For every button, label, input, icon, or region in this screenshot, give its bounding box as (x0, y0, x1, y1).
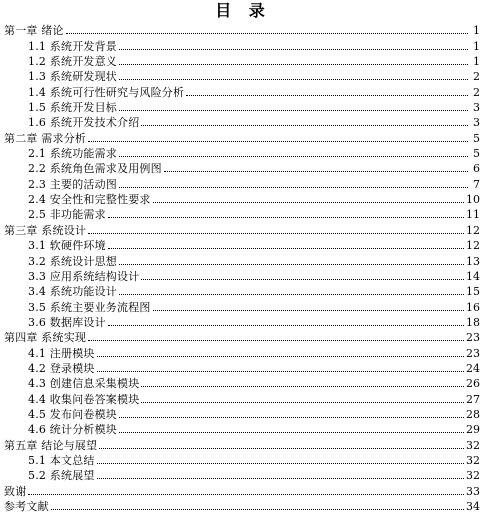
toc-page-number: 23 (466, 331, 480, 345)
toc-entry-title: 4.4 收集问卷答案模块 (28, 392, 140, 406)
toc-dot-leader (119, 48, 468, 50)
toc-dot-leader (28, 493, 464, 495)
toc-dot-leader (119, 155, 468, 157)
toc-section-entry[interactable] (0, 345, 480, 360)
toc-section-entry[interactable] (0, 468, 480, 483)
toc-page-number: 23 (466, 346, 480, 360)
toc-entry-title: 3.3 应用系统结构设计 (28, 269, 140, 283)
toc-section-entry[interactable] (0, 422, 480, 437)
toc-section-entry[interactable] (0, 207, 480, 222)
toc-entry-title: 3.5 系统主要业务流程图 (28, 300, 151, 314)
toc-page-number: 6 (473, 162, 480, 176)
toc-dot-leader (97, 355, 464, 357)
toc-page-number: 18 (466, 315, 480, 329)
toc-entry-title: 3.1 软硬件环境 (28, 239, 106, 253)
toc-dot-leader (141, 124, 468, 126)
toc-dot-leader (119, 293, 464, 295)
toc-dot-leader (119, 109, 468, 111)
toc-page-number: 24 (466, 361, 480, 375)
toc-dot-leader (97, 477, 464, 479)
toc-section-entry[interactable] (0, 376, 480, 391)
toc-page-number: 1 (473, 55, 480, 69)
toc-page-number: 1 (473, 24, 480, 38)
toc-section-entry[interactable] (0, 54, 480, 69)
toc-page-number: 27 (466, 392, 480, 406)
toc-dot-leader (141, 385, 464, 387)
toc-page-number: 2 (473, 85, 480, 99)
toc-entry-title: 1.2 系统开发意义 (28, 55, 117, 69)
toc-page-number: 3 (473, 116, 480, 130)
toc-entry-title: 4.6 统计分析模块 (28, 423, 117, 437)
toc-dot-leader (119, 431, 464, 433)
toc-page-number: 32 (466, 453, 480, 467)
toc-dot-leader (88, 140, 468, 142)
toc-entry-title: 4.1 注册模块 (28, 346, 95, 360)
toc-page-number: 5 (473, 147, 480, 161)
toc-dot-leader (186, 94, 468, 96)
toc-entry-title: 参考文献 (4, 500, 49, 513)
toc-dot-leader (153, 201, 464, 203)
toc-entry-title: 第一章 绪论 (4, 24, 64, 38)
toc-entry-title: 3.4 系统功能设计 (28, 285, 117, 299)
toc-dot-leader (119, 416, 464, 418)
toc-dot-leader (51, 508, 464, 510)
toc-section-entry[interactable] (0, 176, 480, 191)
toc-entry-title: 第四章 系统实现 (4, 331, 87, 345)
toc-entry-title: 1.3 系统研发现状 (28, 70, 117, 84)
toc-page-number: 14 (466, 269, 480, 283)
toc-chapter-entry[interactable] (0, 330, 480, 345)
toc-dot-leader (108, 216, 464, 218)
toc-chapter-entry[interactable] (0, 483, 480, 498)
toc-dot-leader (88, 232, 464, 234)
toc-page-number: 26 (466, 377, 480, 391)
toc-section-entry[interactable] (0, 299, 480, 314)
toc-entry-title: 第三章 系统设计 (4, 223, 87, 237)
toc-section-entry[interactable] (0, 146, 480, 161)
toc-section-entry[interactable] (0, 253, 480, 268)
toc-page-number: 13 (466, 254, 480, 268)
toc-section-entry[interactable] (0, 238, 480, 253)
toc-entry-title: 1.4 系统可行性研究与风险分析 (28, 85, 185, 99)
toc-entry-title: 1.5 系统开发目标 (28, 101, 117, 115)
toc-page-number: 28 (466, 407, 480, 421)
toc-page-number: 2 (473, 70, 480, 84)
toc-chapter-entry[interactable] (0, 130, 480, 145)
toc-page-number: 7 (473, 177, 480, 191)
toc-dot-leader (141, 278, 464, 280)
toc-page-number: 1 (473, 39, 480, 53)
toc-dot-leader (164, 170, 468, 172)
toc-page-number: 12 (466, 239, 480, 253)
toc-dot-leader (119, 263, 464, 265)
toc-dot-leader (97, 462, 464, 464)
toc-entry-title: 4.2 登录模块 (28, 361, 95, 375)
toc-entry-title: 3.2 系统设计思想 (28, 254, 117, 268)
toc-section-entry[interactable] (0, 115, 480, 130)
table-of-contents (0, 23, 480, 514)
toc-entry-title: 第二章 需求分析 (4, 131, 87, 145)
toc-dot-leader (99, 447, 464, 449)
toc-page-number: 34 (466, 500, 480, 513)
toc-dot-leader (119, 63, 468, 65)
toc-page-number: 5 (473, 131, 480, 145)
toc-entry-title: 1.1 系统开发背景 (28, 39, 117, 53)
toc-entry-title: 1.6 系统开发技术介绍 (28, 116, 140, 130)
toc-chapter-entry[interactable] (0, 222, 480, 237)
toc-page-number: 16 (466, 300, 480, 314)
toc-dot-leader (119, 186, 468, 188)
toc-page-number: 33 (466, 484, 480, 498)
toc-section-entry[interactable] (0, 361, 480, 376)
toc-page-number: 15 (466, 285, 480, 299)
toc-dot-leader (119, 78, 468, 80)
toc-section-entry[interactable] (0, 192, 480, 207)
toc-section-entry[interactable] (0, 84, 480, 99)
toc-section-entry[interactable] (0, 269, 480, 284)
toc-entry-title: 2.3 主要的活动图 (28, 177, 117, 191)
toc-dot-leader (88, 339, 464, 341)
toc-section-entry[interactable] (0, 100, 480, 115)
toc-page-number: 12 (466, 223, 480, 237)
toc-entry-title: 4.3 创建信息采集模块 (28, 377, 140, 391)
toc-entry-title: 第五章 结论与展望 (4, 438, 98, 452)
toc-page-number: 32 (466, 438, 480, 452)
toc-entry-title: 5.1 本文总结 (28, 453, 95, 467)
toc-section-entry[interactable] (0, 69, 480, 84)
toc-entry-title: 4.5 发布问卷模块 (28, 407, 117, 421)
toc-chapter-entry[interactable] (0, 437, 480, 452)
toc-entry-title: 2.1 系统功能需求 (28, 147, 117, 161)
toc-section-entry[interactable] (0, 391, 480, 406)
toc-dot-leader (66, 32, 468, 34)
toc-entry-title: 2.5 非功能需求 (28, 208, 106, 222)
toc-page-number: 3 (473, 101, 480, 115)
toc-dot-leader (153, 309, 464, 311)
toc-section-entry[interactable] (0, 284, 480, 299)
toc-entry-title: 致谢 (4, 484, 27, 498)
toc-page-number: 11 (466, 208, 480, 222)
toc-page-number: 29 (466, 423, 480, 437)
toc-section-entry[interactable] (0, 407, 480, 422)
toc-dot-leader (108, 324, 464, 326)
toc-entry-title: 3.6 数据库设计 (28, 315, 106, 329)
toc-section-entry[interactable] (0, 38, 480, 53)
toc-section-entry[interactable] (0, 315, 480, 330)
toc-dot-leader (97, 370, 464, 372)
toc-entry-title: 5.2 系统展望 (28, 469, 95, 483)
toc-page-number: 32 (466, 469, 480, 483)
toc-section-entry[interactable] (0, 161, 480, 176)
toc-section-entry[interactable] (0, 453, 480, 468)
toc-entry-title: 2.2 系统角色需求及用例图 (28, 162, 162, 176)
toc-entry-title: 2.4 安全性和完整性要求 (28, 193, 151, 207)
toc-dot-leader (108, 247, 464, 249)
toc-chapter-entry[interactable] (0, 23, 480, 38)
page-title: 目 录 (215, 1, 271, 20)
toc-page-number: 10 (466, 193, 480, 207)
toc-dot-leader (141, 401, 464, 403)
